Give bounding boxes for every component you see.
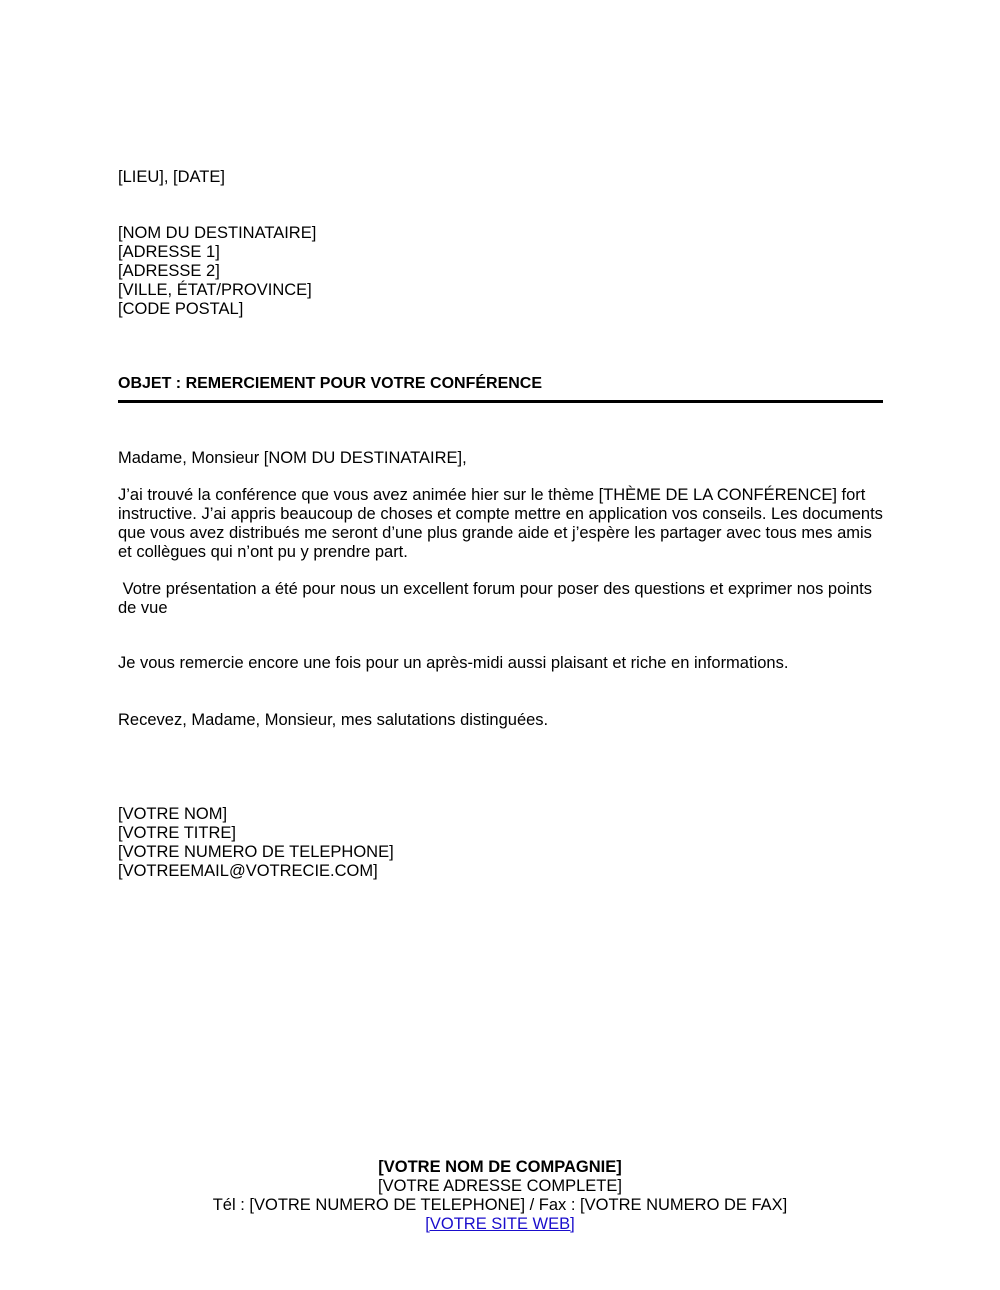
body-paragraph-2: Votre présentation a été pour nous un excellent forum pour poser des questions et exprimer nos points de vue bbox=[118, 580, 877, 617]
recipient-block bbox=[118, 224, 316, 319]
body-paragraph-1: J’ai trouvé la conférence que vous avez animée hier sur le thème [THÈME DE LA CONFÉRENCE] fort instructive. J’ai appris beaucoup de choses et compte mettre en application vos conseils. Les documents que vous avez distribués me seront d’une plus grande aide et j’espère les partager avec tous mes amis et collègues qui n’ont pu y prendre part. bbox=[118, 486, 883, 561]
footer-company-name: [VOTRE NOM DE COMPAGNIE] bbox=[378, 1158, 622, 1176]
recipient-address1: [ADRESSE 1] bbox=[118, 243, 220, 261]
recipient-city-state: [VILLE, ÉTAT/PROVINCE] bbox=[118, 281, 312, 299]
footer-contact: Tél : [VOTRE NUMERO DE TELEPHONE] / Fax : [VOTRE NUMERO DE FAX] bbox=[212, 1196, 788, 1214]
recipient-name: [NOM DU DESTINATAIRE] bbox=[118, 224, 317, 242]
company-footer bbox=[0, 1158, 1000, 1234]
subject-line: OBJET : REMERCIEMENT POUR VOTRE CONFÉRENCE bbox=[118, 375, 543, 392]
signature-phone: [VOTRE NUMERO DE TELEPHONE] bbox=[118, 843, 394, 861]
recipient-postal-code: [CODE POSTAL] bbox=[118, 300, 244, 318]
closing-line: Recevez, Madame, Monsieur, mes salutations distinguées. bbox=[118, 711, 549, 729]
subject-divider bbox=[118, 400, 883, 403]
signature-email: [VOTREEMAIL@VOTRECIE.COM] bbox=[118, 862, 378, 880]
footer-website-link[interactable]: [VOTRE SITE WEB] bbox=[425, 1215, 575, 1233]
recipient-address2: [ADRESSE 2] bbox=[118, 262, 220, 280]
place-date: [LIEU], [DATE] bbox=[118, 168, 225, 186]
footer-address: [VOTRE ADRESSE COMPLETE] bbox=[378, 1177, 622, 1195]
salutation: Madame, Monsieur [NOM DU DESTINATAIRE], bbox=[118, 449, 467, 467]
signature-name: [VOTRE NOM] bbox=[118, 805, 228, 823]
signature-block bbox=[118, 805, 394, 881]
signature-title: [VOTRE TITRE] bbox=[118, 824, 236, 842]
body-paragraph-3: Je vous remercie encore une fois pour un après-midi aussi plaisant et riche en informations. bbox=[118, 654, 789, 672]
